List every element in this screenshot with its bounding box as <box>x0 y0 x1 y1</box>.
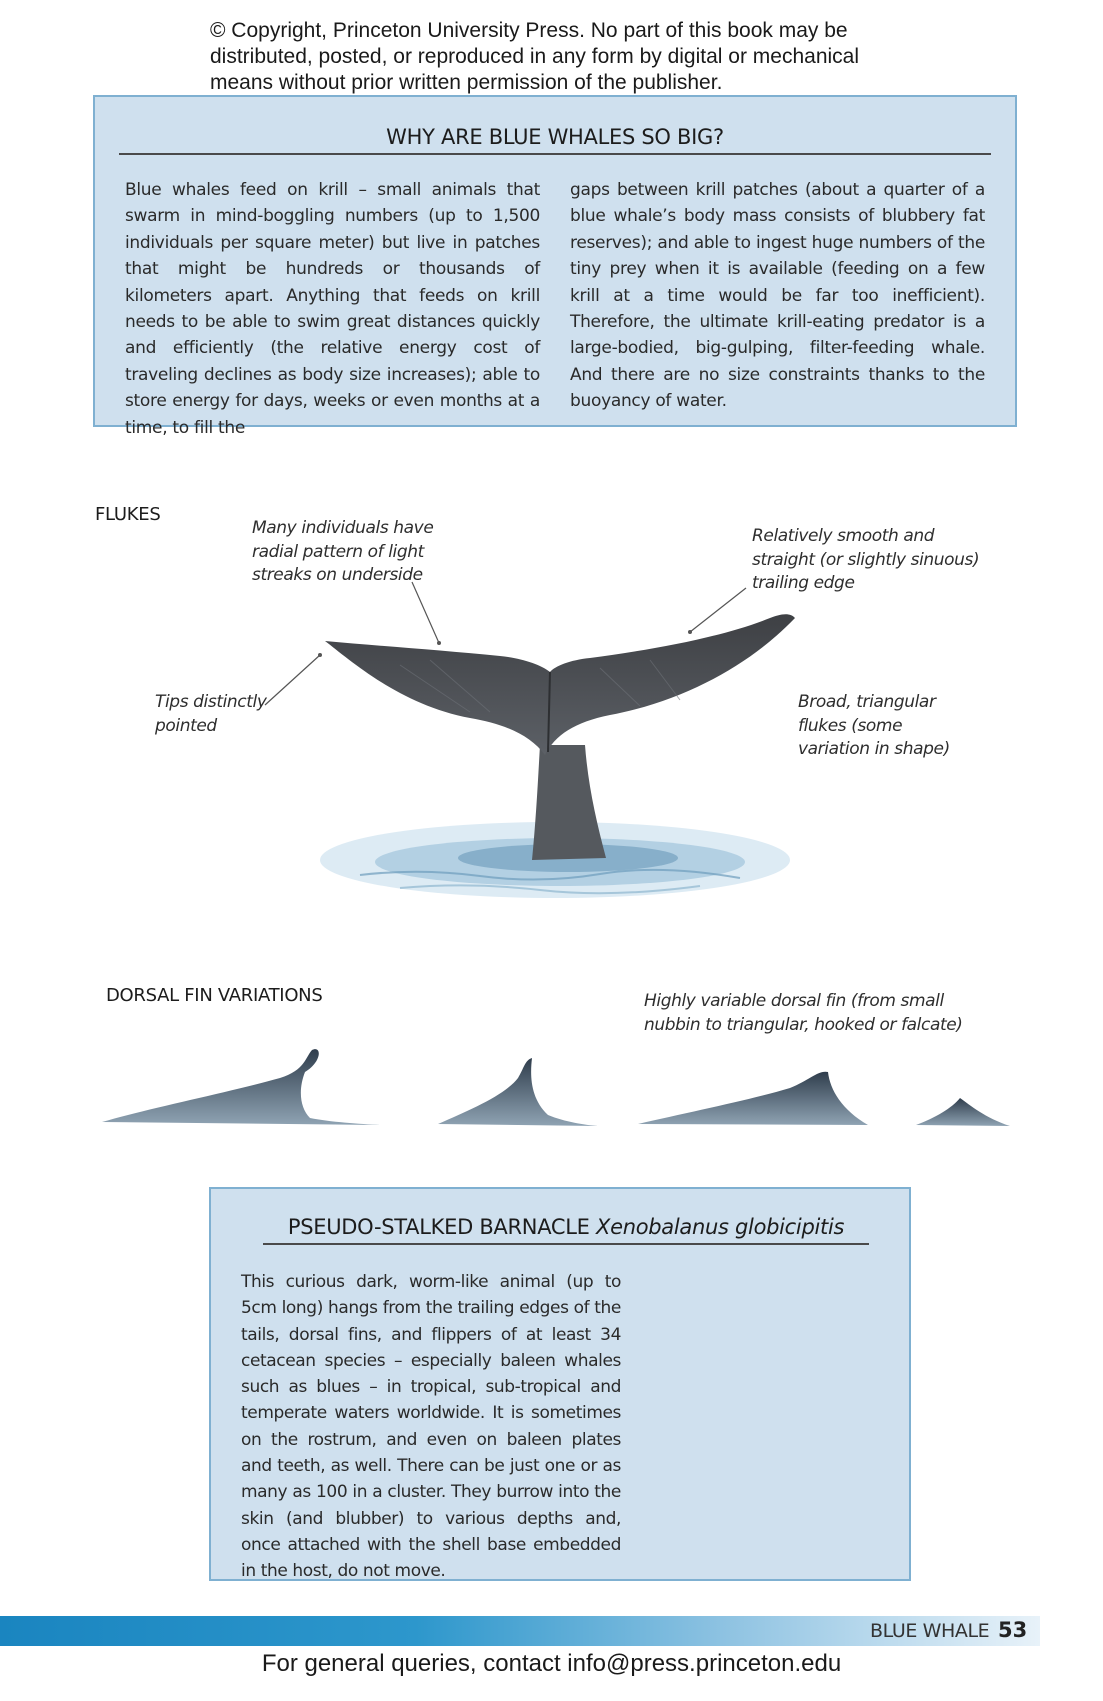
note-line: Broad, triangular <box>798 692 936 712</box>
barnacle-text: This curious dark, worm-like animal (up to 5cm long) hangs from the trailing edges of the tails, dorsal fins, and flippers of at least 34 cetacean species – especially baleen whales such as blues – in tropical, sub-tropical and temperate waters worldwide. It is sometimes on the rostrum, and even on baleen plates and teeth, as well. There can be just one or as many as 100 in a cluster. They burrow into the skin (and blubber) to various depths and, once attached with the shell base embedded in the host, do not move. <box>241 1272 621 1582</box>
leader-line <box>690 588 746 632</box>
dorsal-fin-nubbin <box>916 1098 1010 1126</box>
copyright-line: © Copyright, Princeton University Press. No part of this book may be <box>210 19 848 42</box>
note-line: straight (or slightly sinuous) <box>752 549 980 570</box>
note-line: Relatively smooth and <box>752 526 935 546</box>
box-title-common: PSEUDO-STALKED BARNACLE <box>287 1215 596 1239</box>
dorsal-fin-hooked <box>638 1072 868 1125</box>
leader-dot <box>437 641 441 645</box>
leader-dot <box>688 630 692 634</box>
box-title <box>263 1215 869 1245</box>
barnacle-box <box>209 1187 911 1581</box>
note-line: pointed <box>155 715 217 736</box>
box-title-latin: Xenobalanus globicipitis <box>596 1215 845 1239</box>
note-line: nubbin to triangular, hooked or falcate) <box>644 1014 963 1035</box>
copyright-line: means without prior written permission of the publisher. <box>210 71 723 94</box>
box-column-left: Blue whales feed on krill – small animals that swarm in mind-boggling numbers (up to 1,500 individuals per square meter) but live in patches that might be hundreds or thousands of kilometers apart. Anything that feeds on krill needs to be able to swim great distances quickly and efficiently (the relative energy cost of traveling declines as body size increases); able to store energy for days, weeks or even months at a time, to fill the <box>125 180 540 438</box>
box-column-right: gaps between krill patches (about a quarter of a blue whale’s body mass consists of blubbery fat reserves); and able to ingest huge numbers of the tiny prey when it is available (feeding on a few krill at a time would be far too inefficient). Therefore, the ultimate krill-eating predator is a large-bodied, big-gulping, filter-feeding whale. And there are no size constraints thanks to the buoyancy of water. <box>570 180 985 412</box>
contact-line: For general queries, contact info@press.princeton.edu <box>261 1650 842 1677</box>
dorsal-fin-label: DORSAL FIN VARIATIONS <box>106 985 323 1006</box>
note-line: Tips distinctly <box>155 692 267 712</box>
flukes-label: FLUKES <box>95 504 161 525</box>
note-line: Highly variable dorsal fin (from small <box>644 991 944 1011</box>
leader-dot <box>318 653 322 657</box>
running-head: BLUE WHALE <box>870 1620 990 1642</box>
copyright-line: distributed, posted, or reproduced in any form by digital or mechanical <box>210 45 860 68</box>
note-dorsal-variable <box>644 990 963 1037</box>
note-line: trailing edge <box>752 573 855 593</box>
dorsal-fin-falcate <box>102 1049 380 1125</box>
leader-line <box>265 655 320 705</box>
note-line: radial pattern of light <box>252 541 424 562</box>
page-number: 53 <box>998 1618 1028 1642</box>
note-line: flukes (some <box>798 715 903 736</box>
whale-fluke-illustration <box>325 614 795 860</box>
note-line: variation in shape) <box>798 739 950 759</box>
box-title: WHY ARE BLUE WHALES SO BIG? <box>119 125 991 155</box>
leader-line <box>412 582 439 643</box>
dorsal-fin-triangular <box>438 1058 598 1126</box>
note-line: streaks on underside <box>252 565 423 585</box>
note-line: Many individuals have <box>252 518 434 538</box>
